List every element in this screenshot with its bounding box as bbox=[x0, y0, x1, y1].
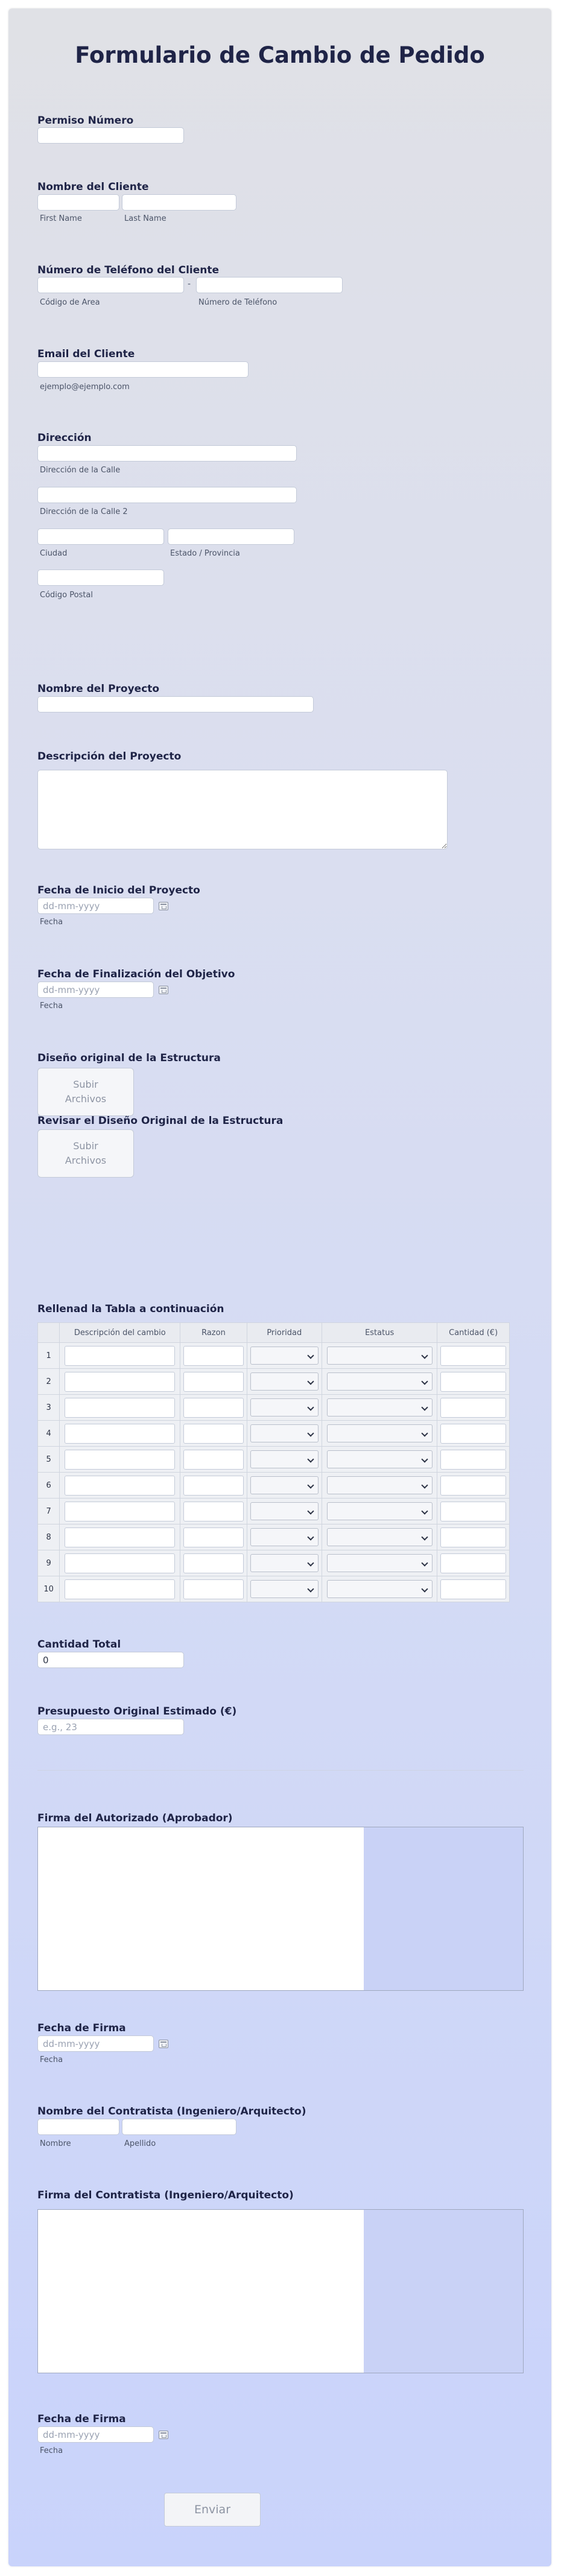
table-cell bbox=[247, 1576, 322, 1602]
table-cell bbox=[60, 1395, 180, 1421]
table-cell bbox=[180, 1499, 247, 1524]
table-cell bbox=[247, 1421, 322, 1447]
table-label: Rellenad la Tabla a continuación bbox=[37, 1303, 224, 1315]
priority-select[interactable] bbox=[250, 1372, 319, 1391]
street2-input[interactable] bbox=[37, 487, 297, 503]
city-input[interactable] bbox=[37, 528, 164, 545]
table-cell bbox=[322, 1524, 437, 1550]
amount-cell[interactable] bbox=[440, 1476, 506, 1496]
table-header: Estatus bbox=[322, 1323, 437, 1343]
contractor-signature-pad[interactable] bbox=[38, 2210, 364, 2373]
row-number: 9 bbox=[38, 1550, 60, 1576]
table-cell bbox=[322, 1473, 437, 1499]
description-cell[interactable] bbox=[65, 1346, 175, 1366]
approver-signature-label: Firma del Autorizado (Aprobador) bbox=[37, 1812, 233, 1824]
table-cell bbox=[247, 1499, 322, 1524]
calendar-icon[interactable] bbox=[159, 902, 168, 910]
total-input[interactable] bbox=[37, 1652, 184, 1668]
phone-number-input[interactable] bbox=[196, 277, 343, 293]
sign-date-input[interactable]: dd-mm-yyyy bbox=[37, 2035, 154, 2052]
row-number: 7 bbox=[38, 1499, 60, 1524]
start-date-sublabel: Fecha bbox=[40, 918, 63, 927]
calendar-icon[interactable] bbox=[159, 2040, 168, 2048]
table-header-row bbox=[38, 1323, 510, 1343]
table-cell bbox=[322, 1499, 437, 1524]
amount-cell[interactable] bbox=[440, 1502, 506, 1521]
project-desc-label: Descripción del Proyecto bbox=[37, 750, 182, 763]
status-select[interactable] bbox=[327, 1554, 433, 1572]
area-code-input[interactable] bbox=[37, 277, 184, 293]
end-date-sublabel: Fecha bbox=[40, 1001, 63, 1010]
table-row bbox=[38, 1395, 510, 1421]
table-cell bbox=[247, 1473, 322, 1499]
table-row bbox=[38, 1343, 510, 1369]
budget-label: Presupuesto Original Estimado (€) bbox=[37, 1705, 237, 1718]
table-cell bbox=[60, 1421, 180, 1447]
start-date-input[interactable]: dd-mm-yyyy bbox=[37, 898, 154, 914]
table-cell bbox=[60, 1473, 180, 1499]
contractor-last-name-input[interactable] bbox=[122, 2119, 236, 2135]
table-header-empty bbox=[38, 1323, 60, 1343]
description-cell[interactable] bbox=[65, 1528, 175, 1547]
amount-cell[interactable] bbox=[440, 1346, 506, 1366]
table-cell bbox=[247, 1343, 322, 1369]
table-cell bbox=[180, 1524, 247, 1550]
address-label: Dirección bbox=[37, 432, 92, 444]
priority-select[interactable] bbox=[250, 1450, 319, 1468]
table-cell bbox=[322, 1576, 437, 1602]
row-number: 5 bbox=[38, 1447, 60, 1473]
status-select[interactable] bbox=[327, 1502, 433, 1520]
table-cell bbox=[180, 1369, 247, 1395]
table-cell bbox=[180, 1343, 247, 1369]
description-cell[interactable] bbox=[65, 1553, 175, 1573]
amount-cell[interactable] bbox=[440, 1372, 506, 1392]
zip-sublabel: Código Postal bbox=[40, 591, 94, 600]
table-cell bbox=[322, 1550, 437, 1576]
table-cell bbox=[322, 1395, 437, 1421]
table-row bbox=[38, 1369, 510, 1395]
amount-cell[interactable] bbox=[440, 1553, 506, 1573]
table-cell bbox=[322, 1343, 437, 1369]
table-cell bbox=[322, 1447, 437, 1473]
street-sublabel: Dirección de la Calle bbox=[40, 466, 121, 475]
client-name-label: Nombre del Cliente bbox=[37, 181, 149, 193]
street2-sublabel: Dirección de la Calle 2 bbox=[40, 507, 128, 516]
phone-separator: - bbox=[188, 279, 191, 289]
zip-input[interactable] bbox=[37, 569, 164, 586]
form-title: Formulario de Cambio de Pedido bbox=[75, 42, 485, 68]
first-name-sublabel: First Name bbox=[40, 214, 82, 223]
design-review-upload-label: Subir Archivos bbox=[65, 1140, 107, 1166]
reason-cell[interactable] bbox=[183, 1579, 244, 1599]
priority-select[interactable] bbox=[250, 1424, 319, 1442]
table-cell bbox=[247, 1395, 322, 1421]
table-cell bbox=[247, 1369, 322, 1395]
row-number: 1 bbox=[38, 1343, 60, 1369]
design-upload-button[interactable] bbox=[37, 1068, 134, 1116]
table-cell bbox=[437, 1524, 510, 1550]
state-input[interactable] bbox=[168, 528, 294, 545]
start-date-label: Fecha de Inicio del Proyecto bbox=[37, 884, 200, 896]
table-header: Cantidad (€) bbox=[437, 1323, 510, 1343]
city-sublabel: Ciudad bbox=[40, 549, 68, 558]
table-cell bbox=[437, 1343, 510, 1369]
table-body bbox=[38, 1343, 510, 1602]
approver-signature-box bbox=[37, 1827, 524, 1991]
permit-label: Permiso Número bbox=[37, 115, 134, 127]
reason-cell[interactable] bbox=[183, 1528, 244, 1547]
row-number: 6 bbox=[38, 1473, 60, 1499]
table-cell bbox=[437, 1576, 510, 1602]
phone-number-sublabel: Número de Teléfono bbox=[198, 298, 277, 307]
status-select[interactable] bbox=[327, 1372, 433, 1391]
email-label: Email del Cliente bbox=[37, 348, 135, 360]
calendar-icon[interactable] bbox=[159, 986, 168, 994]
table-cell bbox=[247, 1550, 322, 1576]
description-cell[interactable] bbox=[65, 1372, 175, 1392]
table-header: Descripción del cambio bbox=[60, 1323, 180, 1343]
last-name-sublabel: Last Name bbox=[124, 214, 166, 223]
table-cell bbox=[180, 1447, 247, 1473]
change-table bbox=[37, 1322, 510, 1602]
reason-cell[interactable] bbox=[183, 1424, 244, 1444]
priority-select[interactable] bbox=[250, 1580, 319, 1598]
sign-date2-label: Fecha de Firma bbox=[37, 2413, 126, 2425]
approver-signature-pad[interactable] bbox=[38, 1827, 364, 1990]
state-sublabel: Estado / Provincia bbox=[170, 549, 240, 558]
table-cell bbox=[247, 1447, 322, 1473]
reason-cell[interactable] bbox=[183, 1502, 244, 1521]
table-cell bbox=[437, 1550, 510, 1576]
calendar-icon[interactable] bbox=[159, 2431, 168, 2439]
table-cell bbox=[60, 1576, 180, 1602]
table-cell bbox=[437, 1395, 510, 1421]
description-cell[interactable] bbox=[65, 1579, 175, 1599]
section-divider bbox=[37, 1770, 524, 1771]
table-cell bbox=[180, 1395, 247, 1421]
priority-select[interactable] bbox=[250, 1528, 319, 1546]
table-row bbox=[38, 1550, 510, 1576]
table-row bbox=[38, 1576, 510, 1602]
sign-date-sublabel: Fecha bbox=[40, 2055, 63, 2064]
description-cell[interactable] bbox=[65, 1502, 175, 1521]
table-cell bbox=[60, 1447, 180, 1473]
email-hint: ejemplo@ejemplo.com bbox=[40, 382, 130, 392]
status-select[interactable] bbox=[327, 1476, 433, 1494]
priority-select[interactable] bbox=[250, 1398, 319, 1416]
table-cell bbox=[60, 1524, 180, 1550]
end-date-input[interactable]: dd-mm-yyyy bbox=[37, 982, 154, 998]
table-row bbox=[38, 1447, 510, 1473]
first-name-input[interactable] bbox=[37, 194, 119, 211]
form-container bbox=[8, 8, 551, 2566]
status-select[interactable] bbox=[327, 1580, 433, 1598]
description-cell[interactable] bbox=[65, 1424, 175, 1444]
permit-input[interactable] bbox=[37, 127, 184, 144]
description-cell[interactable] bbox=[65, 1450, 175, 1470]
amount-cell[interactable] bbox=[440, 1398, 506, 1418]
project-name-label: Nombre del Proyecto bbox=[37, 683, 160, 695]
sign-date2-input[interactable]: dd-mm-yyyy bbox=[37, 2426, 154, 2443]
table-cell bbox=[437, 1369, 510, 1395]
street-input[interactable] bbox=[37, 445, 297, 462]
amount-cell[interactable] bbox=[440, 1424, 506, 1444]
table-row bbox=[38, 1421, 510, 1447]
email-input[interactable] bbox=[37, 361, 249, 378]
design-upload-label: Subir Archivos bbox=[65, 1079, 107, 1105]
reason-cell[interactable] bbox=[183, 1346, 244, 1366]
table-row bbox=[38, 1473, 510, 1499]
table-cell bbox=[60, 1369, 180, 1395]
table-cell bbox=[437, 1473, 510, 1499]
reason-cell[interactable] bbox=[183, 1450, 244, 1470]
amount-cell[interactable] bbox=[440, 1579, 506, 1599]
description-cell[interactable] bbox=[65, 1476, 175, 1496]
project-name-input[interactable] bbox=[37, 696, 314, 712]
description-cell[interactable] bbox=[65, 1398, 175, 1418]
reason-cell[interactable] bbox=[183, 1476, 244, 1496]
budget-input[interactable] bbox=[37, 1719, 184, 1735]
row-number: 10 bbox=[38, 1576, 60, 1602]
row-number: 2 bbox=[38, 1369, 60, 1395]
row-number: 8 bbox=[38, 1524, 60, 1550]
contractor-signature-box bbox=[37, 2209, 524, 2373]
priority-select[interactable] bbox=[250, 1554, 319, 1572]
table-cell bbox=[180, 1421, 247, 1447]
design-review-label: Revisar el Diseño Original de la Estructura bbox=[37, 1115, 284, 1127]
table-cell bbox=[180, 1550, 247, 1576]
design-review-upload-button[interactable] bbox=[37, 1129, 134, 1178]
priority-select[interactable] bbox=[250, 1347, 319, 1365]
reason-cell[interactable] bbox=[183, 1553, 244, 1573]
reason-cell[interactable] bbox=[183, 1372, 244, 1392]
table-cell bbox=[180, 1473, 247, 1499]
reason-cell[interactable] bbox=[183, 1398, 244, 1418]
status-select[interactable] bbox=[327, 1347, 433, 1365]
table-cell bbox=[437, 1499, 510, 1524]
project-desc-textarea[interactable] bbox=[37, 770, 448, 849]
table-cell bbox=[437, 1421, 510, 1447]
row-number: 4 bbox=[38, 1421, 60, 1447]
table-cell bbox=[60, 1550, 180, 1576]
amount-cell[interactable] bbox=[440, 1450, 506, 1470]
status-select[interactable] bbox=[327, 1424, 433, 1442]
table-row bbox=[38, 1499, 510, 1524]
contractor-last-sublabel: Apellido bbox=[124, 2139, 156, 2148]
submit-button[interactable]: Enviar bbox=[164, 2493, 261, 2527]
table-cell bbox=[322, 1369, 437, 1395]
area-code-sublabel: Código de Area bbox=[40, 298, 100, 307]
amount-cell[interactable] bbox=[440, 1528, 506, 1547]
sign-date2-sublabel: Fecha bbox=[40, 2446, 63, 2455]
design-label: Diseño original de la Estructura bbox=[37, 1052, 221, 1064]
contractor-first-sublabel: Nombre bbox=[40, 2139, 71, 2148]
table-cell bbox=[437, 1447, 510, 1473]
last-name-input[interactable] bbox=[122, 194, 236, 211]
priority-select[interactable] bbox=[250, 1502, 319, 1520]
status-select[interactable] bbox=[327, 1450, 433, 1468]
contractor-name-label: Nombre del Contratista (Ingeniero/Arquitecto) bbox=[37, 2105, 306, 2118]
status-select[interactable] bbox=[327, 1528, 433, 1546]
table-header: Prioridad bbox=[247, 1323, 322, 1343]
contractor-first-name-input[interactable] bbox=[37, 2119, 119, 2135]
end-date-label: Fecha de Finalización del Objetivo bbox=[37, 968, 235, 980]
priority-select[interactable] bbox=[250, 1476, 319, 1494]
total-label: Cantidad Total bbox=[37, 1639, 121, 1651]
table-cell bbox=[60, 1499, 180, 1524]
table-cell bbox=[322, 1421, 437, 1447]
row-number: 3 bbox=[38, 1395, 60, 1421]
sign-date-label: Fecha de Firma bbox=[37, 2022, 126, 2034]
table-cell bbox=[247, 1524, 322, 1550]
table-cell bbox=[60, 1343, 180, 1369]
table-row bbox=[38, 1524, 510, 1550]
status-select[interactable] bbox=[327, 1398, 433, 1416]
table-cell bbox=[180, 1576, 247, 1602]
table-header: Razon bbox=[180, 1323, 247, 1343]
phone-label: Número de Teléfono del Cliente bbox=[37, 264, 220, 276]
contractor-signature-label: Firma del Contratista (Ingeniero/Arquitecto) bbox=[37, 2189, 294, 2201]
